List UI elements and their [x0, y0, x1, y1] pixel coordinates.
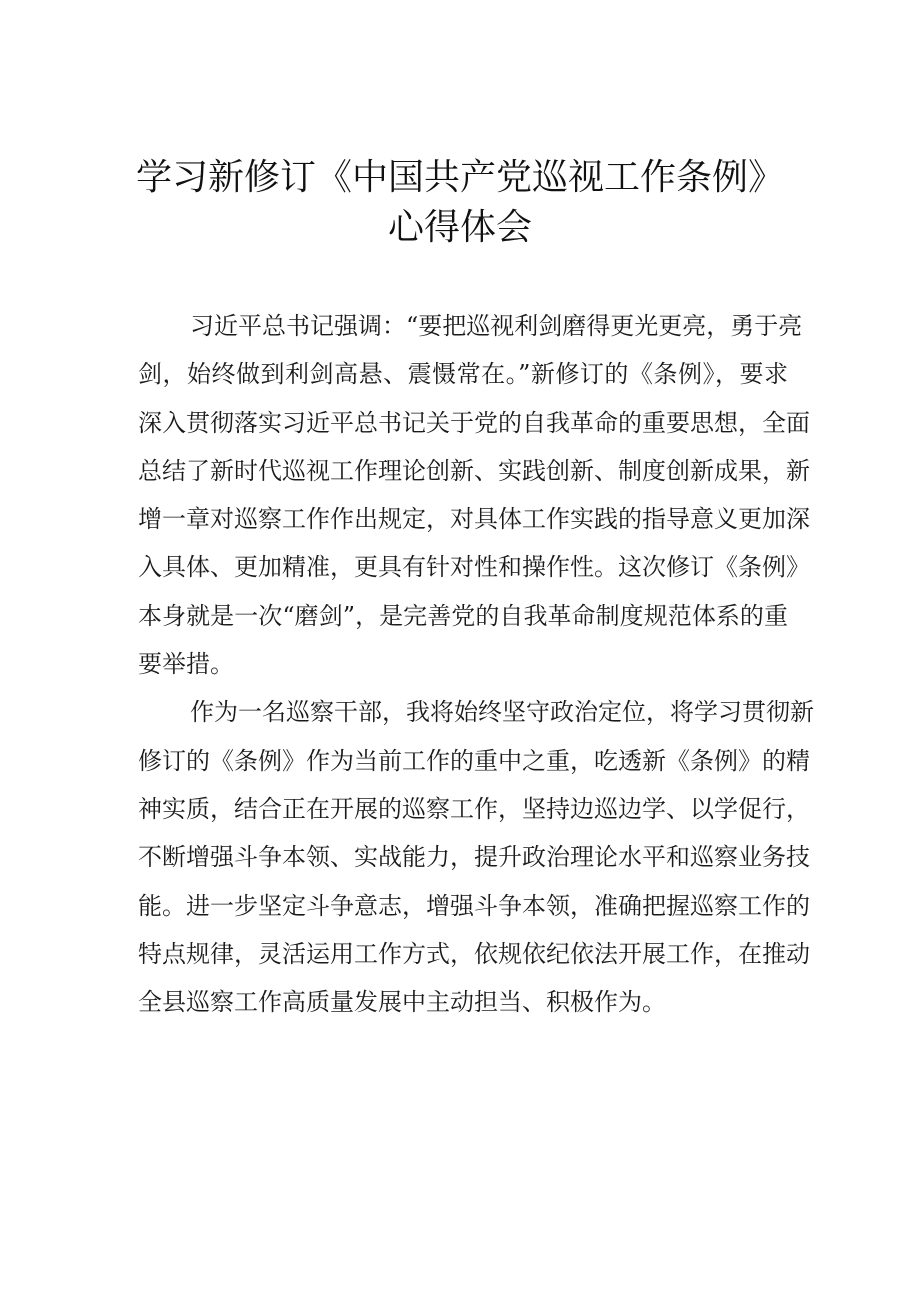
text-line: 不断增强斗争本领、实战能力，提升政治理论水平和巡察业务技: [138, 843, 810, 872]
text-line: 剑，始终做到利剑高悬、震慑常在。”新修订的《条例》，要求: [138, 360, 788, 389]
text-line: 总结了新时代巡视工作理论创新、实践创新、制度创新成果，新: [138, 456, 810, 485]
title-line-2: 心得体会: [387, 207, 532, 248]
text-line: 本身就是一次“磨剑”，是完善党的自我革命制度规范体系的重: [138, 601, 788, 630]
text-line: 特点规律，灵活运用工作方式，依规依纪依法开展工作，在推动: [138, 939, 810, 968]
text-line: 入具体、更加精准，更具有针对性和操作性。这次修订《条例》: [138, 553, 810, 582]
text-line: 神实质，结合正在开展的巡察工作，坚持边巡边学、以学促行，: [138, 794, 810, 823]
text-line: 深入贯彻落实习近平总书记关于党的自我革命的重要思想，全面: [138, 408, 810, 437]
text-line: 增一章对巡察工作作出规定，对具体工作实践的指导意义更加深: [138, 505, 810, 534]
text-line: 全县巡察工作高质量发展中主动担当、积极作为。: [138, 988, 666, 1017]
document-body: [138, 302, 814, 1026]
text-line: 能。进一步坚定斗争意志，增强斗争本领，准确把握巡察工作的: [138, 891, 810, 920]
text-line: 作为一名巡察干部，我将始终坚守政治定位，将学习贯彻新: [190, 698, 814, 727]
text-line: 修订的《条例》作为当前工作的重中之重，吃透新《条例》的精: [138, 746, 810, 775]
paragraph-2: [138, 688, 814, 1026]
text-line: 习近平总书记强调：“要把巡视利剑磨得更光更亮，勇于亮: [190, 312, 803, 340]
paragraph-1: [138, 302, 810, 688]
title-line-1: 学习新修订《中国共产党巡视工作条例》: [135, 157, 784, 198]
text-line: 要举措。: [138, 650, 234, 679]
document-title: [0, 153, 920, 253]
